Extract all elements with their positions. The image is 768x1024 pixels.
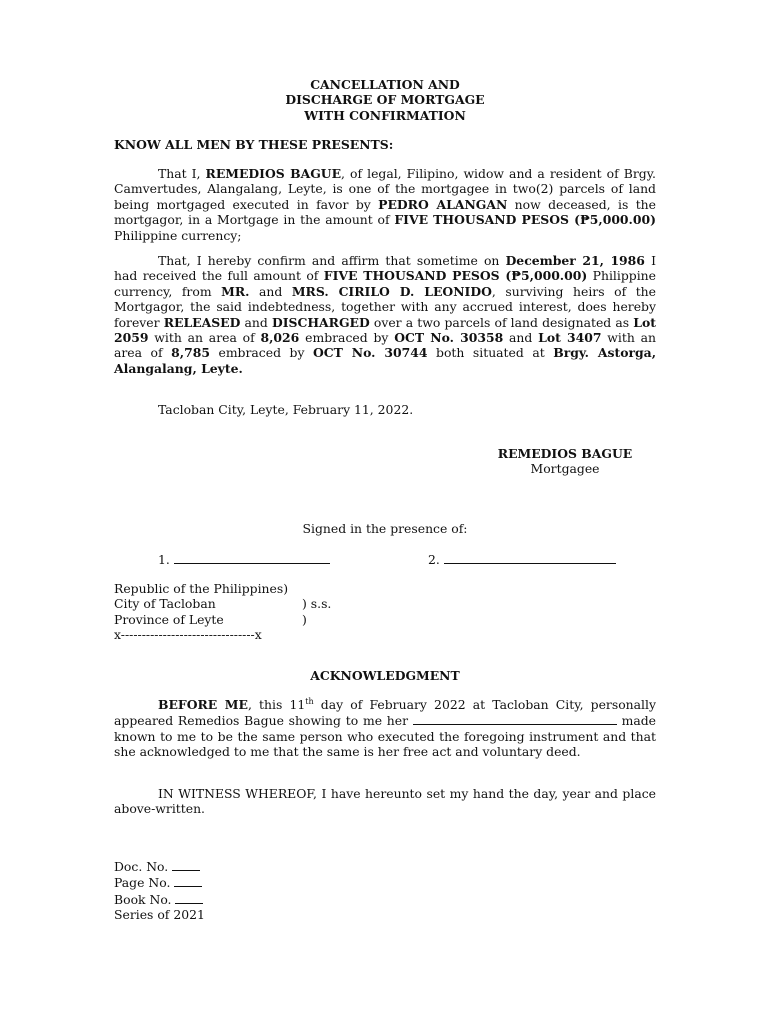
released-term: RELEASED xyxy=(163,314,241,330)
witness-2-number: 2. xyxy=(428,552,440,567)
text: , surviving heirs of the Mortgagor, the said indebtedness, together with any accrued interest, does hereby forever xyxy=(114,283,656,330)
property-location: Brgy. Astorga, Alangalang, Leyte. xyxy=(114,345,657,376)
witness-heading: Signed in the presence of: xyxy=(302,521,468,536)
book-no-blank[interactable] xyxy=(175,891,203,904)
text: , this 11 xyxy=(247,697,306,712)
venue-republic: Republic of the Philippines) xyxy=(114,581,289,596)
lot-1: Lot 2059 xyxy=(114,314,656,346)
text: both situated at xyxy=(427,345,554,361)
oct-1: OCT No. 30358 xyxy=(394,330,504,346)
notarial-details xyxy=(114,858,656,923)
text: with an area of xyxy=(114,330,657,361)
page-no-label: Page No. xyxy=(114,875,171,891)
area-1: 8,026 xyxy=(260,330,300,346)
venue-province: Province of Leyte xyxy=(114,611,224,627)
page-no-blank[interactable] xyxy=(174,874,202,887)
ordinal-suffix: th xyxy=(305,696,314,706)
text: day of February 2022 at Tacloban City, personally appeared Remedios Bague showing to me her xyxy=(114,697,656,729)
document-title xyxy=(114,77,656,123)
text: and xyxy=(503,330,539,346)
text: That I, xyxy=(158,166,206,181)
signatory-role: Mortgagee xyxy=(530,461,600,477)
paragraph-confirmation xyxy=(114,253,656,376)
text: with an area of xyxy=(148,330,261,346)
text: embraced by xyxy=(209,345,313,361)
signatory-block xyxy=(470,446,660,477)
text: I had received the full amount of xyxy=(114,253,656,284)
text: Philippine currency, from xyxy=(114,268,656,299)
mortgagee-name: REMEDIOS BAGUE xyxy=(205,166,342,181)
before-me: BEFORE ME xyxy=(158,697,248,712)
title-line-2: DISCHARGE OF MORTGAGE xyxy=(285,92,485,108)
lot-2: Lot 3407 xyxy=(538,330,602,346)
payment-date: December 21, 1986 xyxy=(505,253,645,268)
witness-2-signature-blank[interactable] xyxy=(444,551,616,564)
payer-mrs: MRS. CIRILO D. LEONIDO xyxy=(291,283,492,299)
payment-amount: FIVE THOUSAND PESOS (₱5,000.00) xyxy=(323,268,588,284)
doc-no-blank[interactable] xyxy=(172,858,200,871)
acknowledgment-heading: ACKNOWLEDGMENT xyxy=(310,668,460,683)
place-and-date: Tacloban City, Leyte, February 11, 2022. xyxy=(158,402,414,417)
mortgagor-name: PEDRO ALANGAN xyxy=(378,196,508,212)
id-blank[interactable] xyxy=(413,712,617,725)
witness-whereof-paragraph: IN WITNESS WHEREOF, I have hereunto set my hand the day, year and place above-written. xyxy=(114,786,656,817)
witness-2-line[interactable] xyxy=(428,551,628,567)
venue-ss: ) s.s. xyxy=(302,596,332,612)
title-line-1: CANCELLATION AND xyxy=(310,77,460,92)
payer-mr: MR. xyxy=(221,283,250,299)
venue-separator: x--------------------------------x xyxy=(114,627,262,643)
text: and xyxy=(249,283,292,299)
text: over a two parcels of land designated as xyxy=(369,314,634,330)
venue-city: City of Tacloban xyxy=(114,596,216,612)
text: , of legal, Filipino, widow and a resident of Brgy. Camvertudes, Alangalang, Leyte, is one of the mortgagee in two(2) parcels of land being mortgaged executed in favor by xyxy=(114,166,656,212)
text: That, I hereby confirm and affirm that sometime on xyxy=(158,253,506,268)
text: Philippine currency; xyxy=(114,227,242,243)
text: made known to me to be the same person who executed the foregoing instrument and that she acknowledged to me that the same is her free act and voluntary deed. xyxy=(114,713,656,760)
area-2: 8,785 xyxy=(171,345,210,361)
book-no-label: Book No. xyxy=(114,891,172,907)
series-label: Series of 2021 xyxy=(114,907,205,923)
mortgage-amount: FIVE THOUSAND PESOS (₱5,000.00) xyxy=(394,212,656,228)
discharged-term: DISCHARGED xyxy=(271,314,370,330)
witness-1-signature-blank[interactable] xyxy=(174,551,330,564)
title-line-3: WITH CONFIRMATION xyxy=(304,107,466,123)
oct-2: OCT No. 30744 xyxy=(313,345,428,361)
doc-no-label: Doc. No. xyxy=(114,859,169,874)
witness-1-line[interactable] xyxy=(158,551,338,567)
text: embraced by xyxy=(299,330,395,346)
venue-paren: ) xyxy=(302,611,307,627)
witness-1-number: 1. xyxy=(158,552,170,567)
paragraph-mortgage xyxy=(114,166,656,243)
signatory-name: REMEDIOS BAGUE xyxy=(497,446,633,461)
know-all-heading: KNOW ALL MEN BY THESE PRESENTS: xyxy=(114,137,394,152)
venue-block xyxy=(114,581,656,643)
text: and xyxy=(240,314,272,330)
acknowledgment-paragraph xyxy=(114,697,656,760)
text: now deceased, is the mortgagor, in a Mortgage in the amount of xyxy=(114,196,656,228)
